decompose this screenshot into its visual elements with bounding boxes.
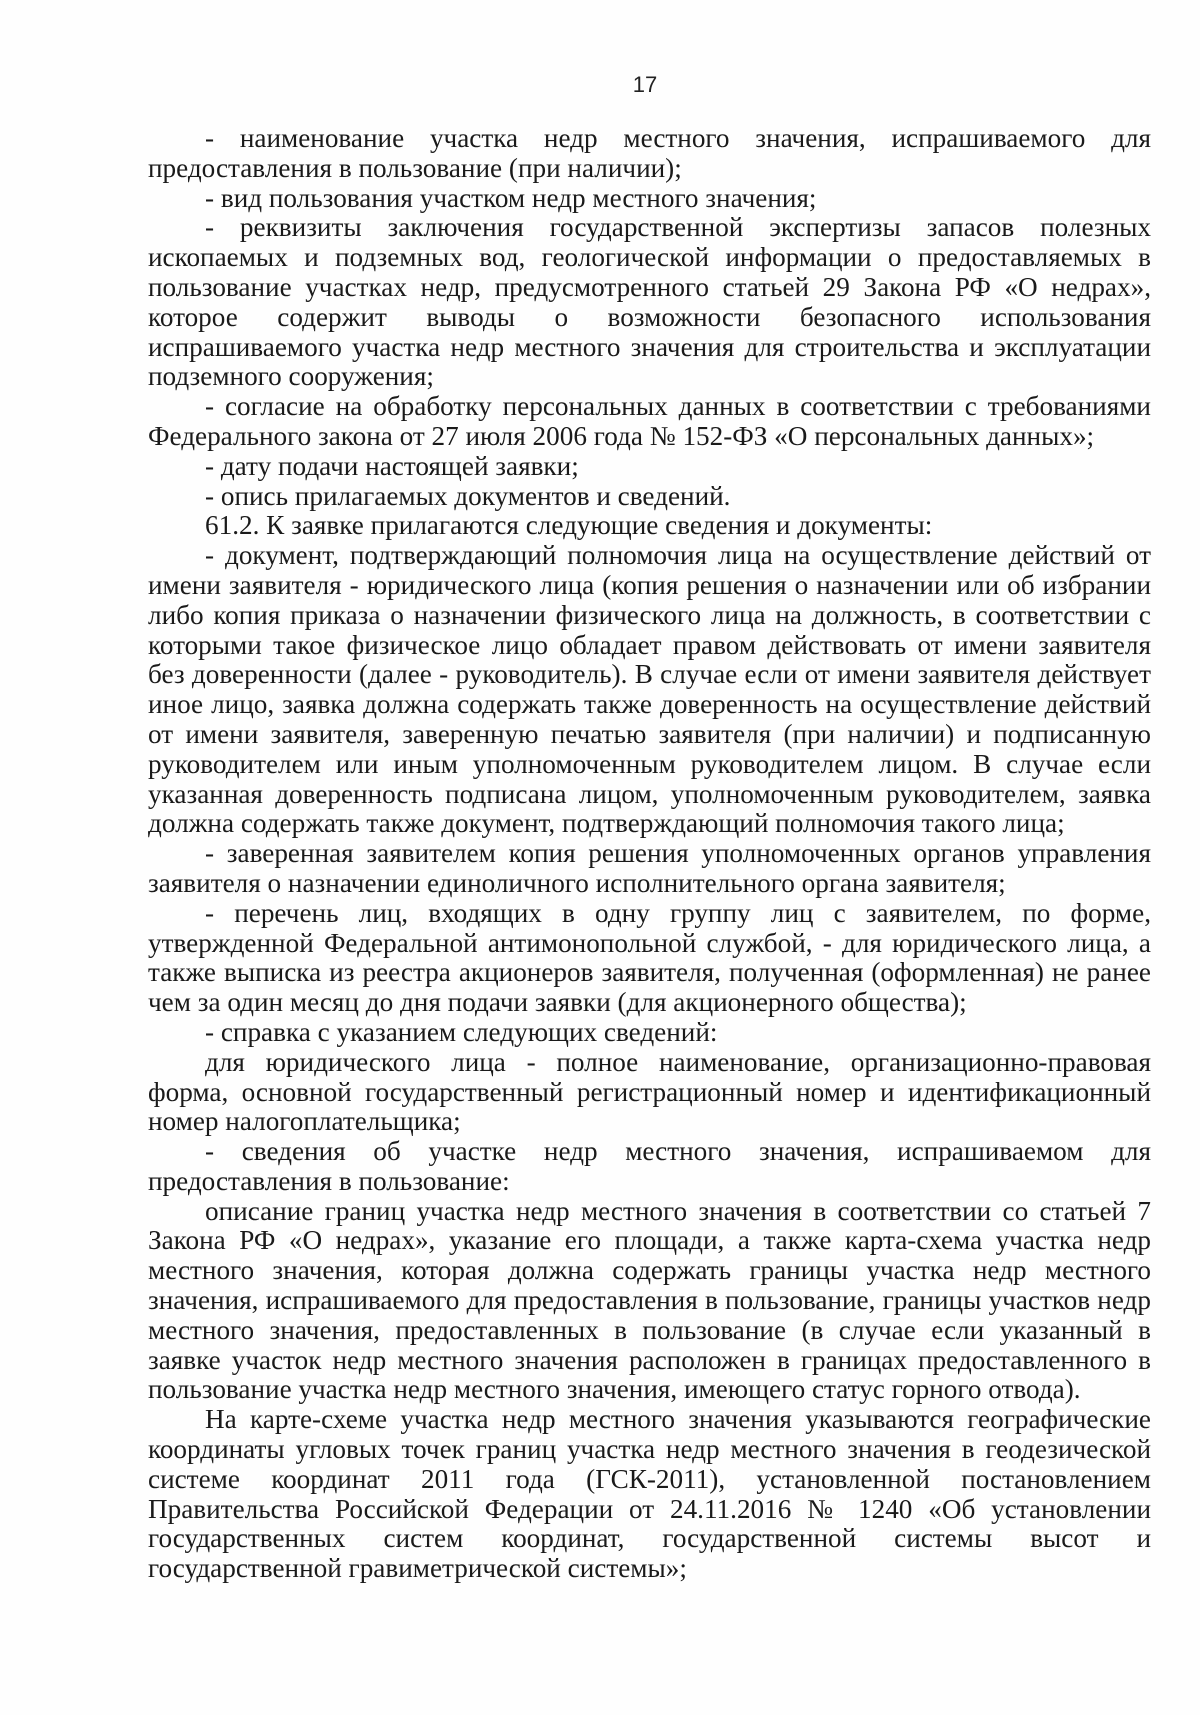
document-body (148, 124, 1151, 1584)
paragraph: - перечень лиц, входящих в одну группу лиц с заявителем, по форме, утвержденной Федеральной антимонопольной службой, - для юридического лица, а также выписка из реестра акционеров заявителя, полученная (оформленная) не ранее чем за один месяц до дня подачи заявки (для акционерного общества); (148, 897, 1151, 1018)
paragraph: На карте-схеме участка недр местного значения указываются географические координаты угловых точек границ участка недр местного значения в геодезической системе координат 2011 года (ГСК-2011), установленной постановлением Правительства Российской Федерации от 24.11.2016 № 1240 «Об установлении государственных систем координат, государственной системы высот и государственной гравиметрической системы»; (148, 1404, 1151, 1584)
paragraph: - согласие на обработку персональных данных в соответствии с требованиями Федерального закона от 27 июля 2006 года № 152-ФЗ «О персональных данных»; (148, 391, 1151, 451)
paragraph: - сведения об участке недр местного значения, испрашиваемом для предоставления в пользование: (148, 1136, 1151, 1196)
paragraph: - реквизиты заключения государственной экспертизы запасов полезных ископаемых и подземных вод, геологической информации о предоставляемых в пользование участках недр, предусмотренного статьей 29 Закона РФ «О недрах», которое содержит выводы о возможности безопасного использования испрашиваемого участка недр местного значения для строительства и эксплуатации подземного сооружения; (148, 212, 1151, 392)
paragraph: - вид пользования участком недр местного значения; (205, 182, 817, 213)
paragraph: - документ, подтверждающий полномочия лица на осуществление действий от имени заявителя - юридического лица (копия решения о назначении или об избрании либо копия приказа о назначении физического лица на должность, в соответствии с которыми такое физическое лицо обладает правом действовать от имени заявителя без доверенности (далее - руководитель). В случае если от имени заявителя действует иное лицо, заявка должна содержать также доверенность на осуществление действий от имени заявителя, заверенную печатью заявителя (при наличии) и подписанную руководителем или иным уполномоченным руководителем лицом. В случае если указанная доверенность подписана лицом, уполномоченным руководителем, заявка должна содержать также документ, подтверждающий полномочия такого лица; (148, 540, 1151, 839)
paragraph: - заверенная заявителем копия решения уполномоченных органов управления заявителя о назначении единоличного исполнительного органа заявителя; (148, 838, 1151, 898)
paragraph: для юридического лица - полное наименование, организационно-правовая форма, основной государственный регистрационный номер и идентификационный номер налогоплательщика; (148, 1046, 1151, 1137)
paragraph: описание границ участка недр местного значения в соответствии со статьей 7 Закона РФ «О недрах», указание его площади, а также карта-схема участка недр местного значения, которая должна содержать границы участка недр местного значения, испрашиваемого для предоставления в пользование, границы участков недр местного значения, предоставленных в пользование (в случае если указанный в заявке участок недр местного значения расположен в границах предоставленного в пользование участка недр местного значения, имеющего статус горного отвода). (148, 1195, 1151, 1405)
page-number: 17 (632, 72, 658, 97)
paragraph: - справка с указанием следующих сведений: (205, 1016, 718, 1047)
section-heading: 61.2. К заявке прилагаются следующие сведения и документы: (205, 510, 933, 541)
paragraph: - опись прилагаемых документов и сведений. (205, 480, 731, 511)
paragraph: - наименование участка недр местного значения, испрашиваемого для предоставления в пользование (при наличии); (148, 123, 1151, 183)
paragraph: - дату подачи настоящей заявки; (205, 450, 579, 481)
